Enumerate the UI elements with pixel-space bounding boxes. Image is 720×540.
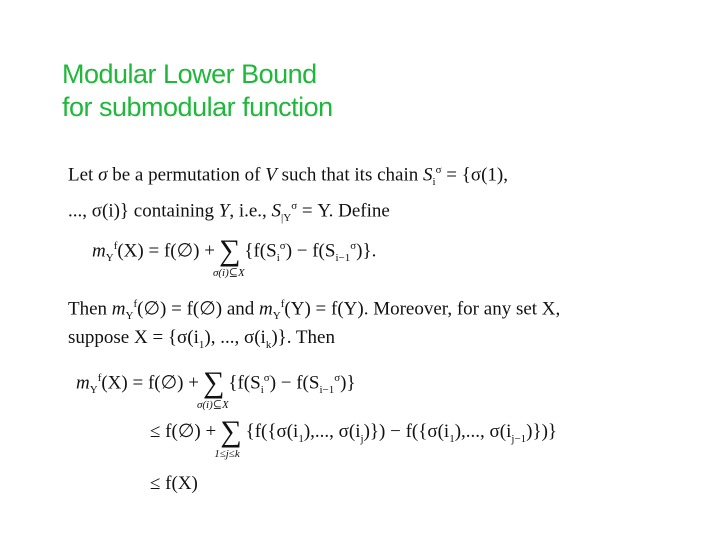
slide-title-line-2: for submodular function <box>62 92 333 122</box>
equation-expansion: $m_Y^f(X)$ = f(∅) + ∑ σ(i)⊆X $\{f(S_i^\sigma) - f(S_{i-1}^\sigma)\}$ <box>76 366 356 412</box>
text-line-2: ..., σ(i)} containing Y, i.e., $S_{|Y}^\sigma = Y$. Define <box>68 200 390 225</box>
equation-definition: $m_Y^f(X)$ = f(∅) + ∑ σ(i)⊆X $\{f(S_i^\sigma) - f(S_{i-1}^\sigma)\}$. <box>92 234 377 280</box>
slide-title-line-1: Modular Lower Bound <box>62 59 317 89</box>
text-line-1: Let σ be a permutation of V such that its chain $S_i^\sigma = \{\sigma(1)$, <box>68 164 508 189</box>
equation-inequality-1: ≤ f(∅) + ∑ 1≤j≤k {$f(\{\sigma(i_1)$,..., $\sigma(i_j)\}) - f(\{\sigma(i_1)$,..., $\sigma(i_{j-1})$})} <box>150 415 558 460</box>
summation-symbol: ∑ σ(i)⊆X <box>212 234 245 280</box>
summation-symbol: ∑ σ(i)⊆X <box>196 366 229 412</box>
equation-inequality-2: ≤ f(X) <box>150 473 198 494</box>
text-line-3: Then $m_Y^f(\emptyset)$ = f(∅) and $m_Y^f(Y) = f(Y)$. Moreover, for any set X, <box>68 298 561 323</box>
text-line-4: suppose $X = \{\sigma(i_1)$, ..., $\sigma(i_k)$}. Then <box>68 327 335 351</box>
summation-symbol: ∑ 1≤j≤k <box>214 415 242 460</box>
